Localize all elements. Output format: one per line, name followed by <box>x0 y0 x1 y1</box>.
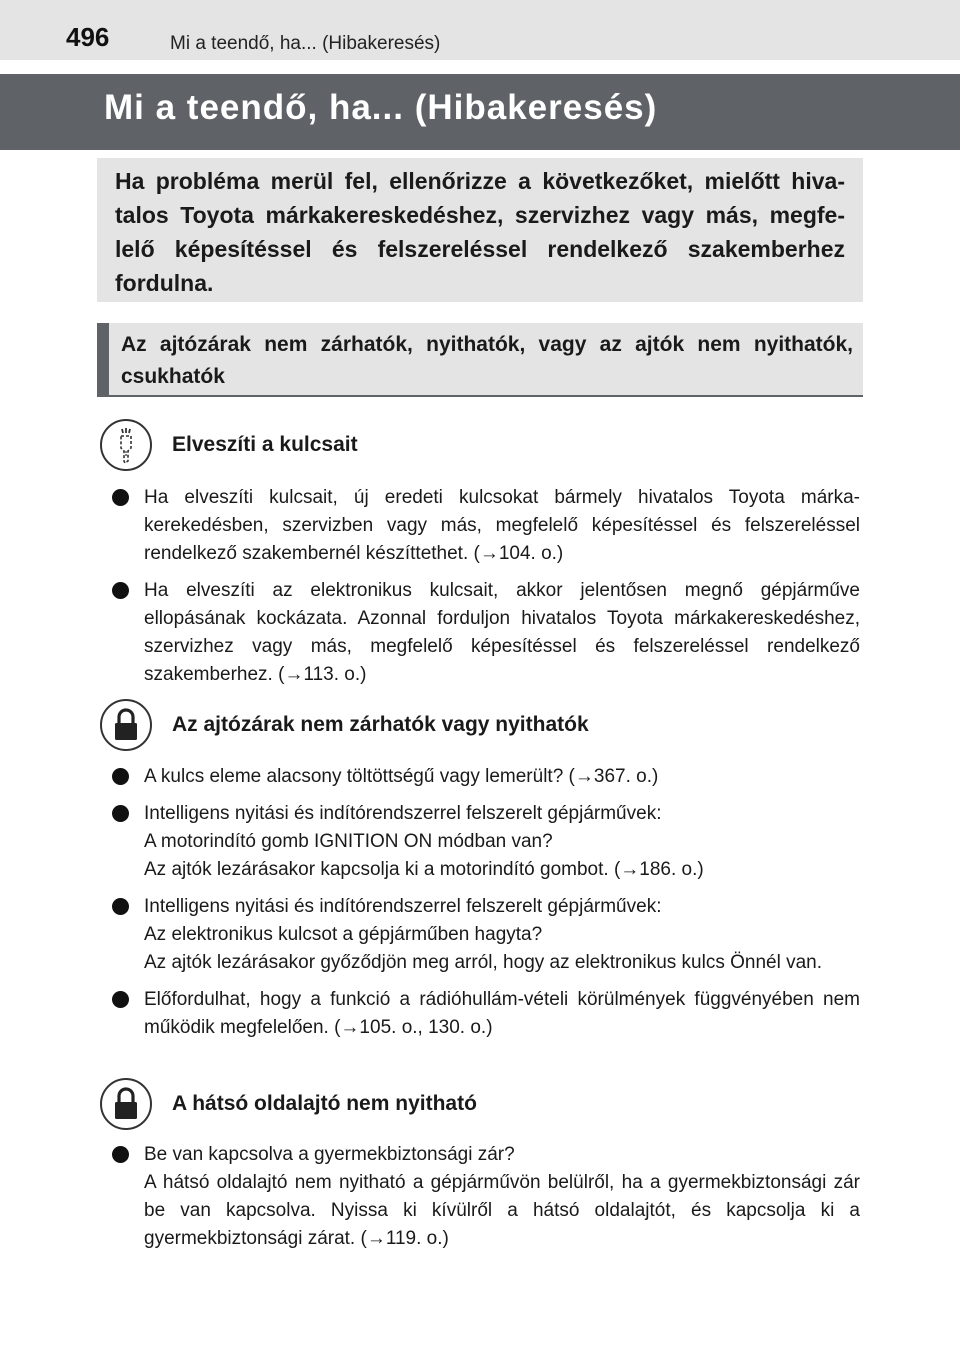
list-item: Ha elveszíti az elektronikus kulcsait, akkor jelentősen megnő gépjárműve ellopásának kockázata. Azonnal forduljon hivatalos Toyota márkakereskedéshez, szervizhez vagy más, megfelelő képesítéssel és felszereléssel rendelkező szakemberhez. (→113. o.) <box>112 577 860 689</box>
subsection-title: Az ajtózárak nem zárhatók vagy nyithatók <box>172 713 589 736</box>
section-heading-box <box>97 323 863 397</box>
lock-icon <box>100 1078 152 1130</box>
bullet-icon <box>112 1146 129 1163</box>
title-band <box>0 74 960 150</box>
list-item: Intelligens nyitási és indítórendszerrel felszerelt gépjárművek: Az elektronikus kulcsot a gépjárműben hagyta? Az ajtók lezárásakor győződjön meg arról, hogy az elektronikus kulcs Önnél van. <box>112 893 860 977</box>
item-list <box>112 484 860 698</box>
key-icon <box>100 419 152 471</box>
subsection-title: Elveszíti a kulcsait <box>172 433 358 456</box>
page-number: 496 <box>66 22 110 52</box>
intro-box <box>97 158 863 302</box>
subsection-title: A hátsó oldalajtó nem nyitható <box>172 1092 477 1115</box>
list-item: A kulcs eleme alacsony töltöttségű vagy lemerült? (→367. o.) <box>112 763 860 791</box>
list-item: Intelligens nyitási és indítórendszerrel felszerelt gépjárművek: A motorindító gomb IGNITION ON módban van? Az ajtók lezárásakor kapcsolja ki a motorindító gombot. (→186. o.) <box>112 800 860 884</box>
bullet-icon <box>112 898 129 915</box>
running-head: Mi a teendő, ha... (Hibakeresés) <box>170 33 441 54</box>
item-list <box>112 763 860 1051</box>
bullet-icon <box>112 489 129 506</box>
subsection-rear-door <box>100 1078 870 1136</box>
section-heading: Az ajtózárak nem zárhatók, nyithatók, vagy az ajtók nem nyithatók, csukhatók <box>121 333 853 388</box>
intro-text: Ha probléma merül fel, ellenőrizze a következőket, mielőtt hivatalos Toyota márkakereskedéshez, szervizhez vagy más, megfelelő képesítéssel és felszereléssel rendelkező szakemberhez fordulna. <box>115 168 845 296</box>
list-item: Ha elveszíti kulcsait, új eredeti kulcsokat bármely hivatalos Toyota márkakerekedésben, szervizben vagy más, megfelelő képesítéssel és felszereléssel rendelkező szakembernél készíttethet. (→104. o.) <box>112 484 860 568</box>
list-item: Előfordulhat, hogy a funkció a rádióhullám-vételi körülmények függvényében nem működik megfelelően. (→105. o., 130. o.) <box>112 986 860 1042</box>
bullet-icon <box>112 991 129 1008</box>
bullet-icon <box>112 768 129 785</box>
lock-icon <box>100 699 152 751</box>
list-item: Be van kapcsolva a gyermekbiztonsági zár? A hátsó oldalajtó nem nyitható a gépjárművön belülről, ha a gyermekbiztonsági zár be van kapcsolva. Nyissa ki kívülről a hátsó oldalajtót, és kapcsolja ki a gyermekbiztonsági zárat. (→119. o.) <box>112 1141 860 1253</box>
subsection-locks <box>100 699 870 757</box>
bullet-icon <box>112 805 129 822</box>
header-strip <box>0 0 960 60</box>
item-list <box>112 1141 860 1262</box>
subsection-lost-keys <box>100 419 870 477</box>
bullet-icon <box>112 582 129 599</box>
page-title: Mi a teendő, ha... (Hibakeresés) <box>104 88 658 127</box>
